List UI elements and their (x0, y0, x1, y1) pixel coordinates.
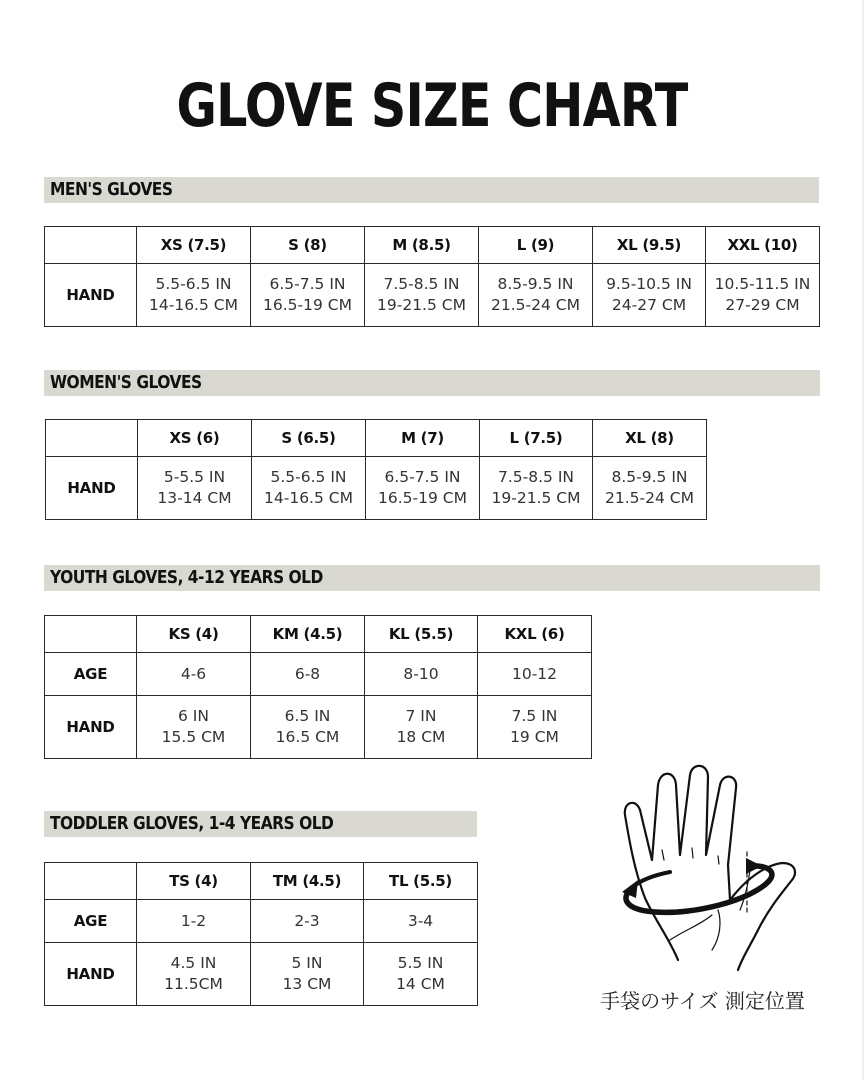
hand-measurement-cell (480, 457, 593, 520)
inches-value: 5.5 IN (397, 954, 444, 972)
hand-row-label: HAND (45, 943, 137, 1006)
hand-measurement-cell (137, 943, 251, 1006)
size-header: XS (7.5) (137, 227, 251, 264)
youth-size-table (44, 615, 592, 759)
size-header: KS (4) (137, 616, 251, 653)
corner-cell (46, 420, 138, 457)
age-cell: 10-12 (478, 653, 592, 696)
age-cell: 8-10 (365, 653, 478, 696)
hand-measurement-cell (593, 457, 707, 520)
hand-measurement-cell (366, 457, 480, 520)
age-cell: 2-3 (251, 900, 364, 943)
cm-value: 14 CM (396, 975, 445, 993)
mens-size-table (44, 226, 820, 327)
age-cell: 6-8 (251, 653, 365, 696)
size-header: M (8.5) (365, 227, 479, 264)
inches-value: 9.5-10.5 IN (606, 275, 692, 293)
cm-value: 16.5 CM (275, 728, 340, 746)
size-header: S (8) (251, 227, 365, 264)
inches-value: 6.5 IN (284, 707, 331, 725)
inches-value: 7 IN (405, 707, 437, 725)
age-row-label: AGE (45, 900, 137, 943)
age-cell: 4-6 (137, 653, 251, 696)
inches-value: 5.5-6.5 IN (155, 275, 232, 293)
size-header: KL (5.5) (365, 616, 478, 653)
youth-section-heading: YOUTH GLOVES, 4-12 YEARS OLD (50, 567, 323, 588)
size-header: XL (8) (593, 420, 707, 457)
age-row-label: AGE (45, 653, 137, 696)
hand-measure-icon (600, 760, 810, 975)
size-header: KM (4.5) (251, 616, 365, 653)
hand-figure-caption: 手袋のサイズ 測定位置 (600, 989, 805, 1013)
mens-section-heading: MEN'S GLOVES (50, 179, 173, 200)
corner-cell (45, 863, 137, 900)
hand-measurement-cell (364, 943, 478, 1006)
cm-value: 11.5CM (164, 975, 223, 993)
hand-row-label: HAND (45, 696, 137, 759)
inches-value: 7.5-8.5 IN (498, 468, 574, 486)
cm-value: 24-27 CM (611, 296, 687, 314)
size-header: KXL (6) (478, 616, 592, 653)
cm-value: 19-21.5 CM (377, 296, 466, 314)
cm-value: 13 CM (282, 975, 332, 993)
size-header: S (6.5) (252, 420, 366, 457)
cm-value: 13-14 CM (157, 489, 232, 507)
inches-value: 8.5-9.5 IN (611, 468, 688, 486)
mens-section-band (44, 177, 819, 203)
size-header: XXL (10) (706, 227, 820, 264)
inches-value: 7.5-8.5 IN (383, 275, 460, 293)
inches-value: 7.5 IN (511, 707, 558, 725)
youth-section-band (44, 565, 820, 591)
womens-section-band (44, 370, 820, 396)
size-header: TS (4) (137, 863, 251, 900)
size-header: L (9) (479, 227, 593, 264)
inches-value: 10.5-11.5 IN (714, 275, 811, 293)
hand-measurement-cell (137, 264, 251, 327)
inches-value: 5.5-6.5 IN (270, 468, 347, 486)
hand-measurement-cell (479, 264, 593, 327)
toddler-section-band (44, 811, 477, 837)
cm-value: 27-29 CM (725, 296, 800, 314)
hand-measurement-cell (593, 264, 706, 327)
hand-measurement-cell (251, 696, 365, 759)
hand-measurement-cell (251, 264, 365, 327)
hand-measurement-cell (252, 457, 366, 520)
toddler-size-table (44, 862, 478, 1006)
hand-row-label: HAND (45, 264, 137, 327)
cm-value: 16.5-19 CM (378, 489, 467, 507)
hand-measurement-cell (478, 696, 592, 759)
womens-section-heading: WOMEN'S GLOVES (50, 372, 202, 393)
cm-value: 18 CM (396, 728, 446, 746)
cm-value: 14-16.5 CM (149, 296, 238, 314)
hand-measurement-cell (138, 457, 252, 520)
cm-value: 21.5-24 CM (491, 296, 580, 314)
size-header: TM (4.5) (251, 863, 364, 900)
womens-size-table (45, 419, 707, 520)
size-header: L (7.5) (480, 420, 593, 457)
inches-value: 6 IN (178, 707, 209, 725)
age-cell: 1-2 (137, 900, 251, 943)
inches-value: 6.5-7.5 IN (269, 275, 346, 293)
hand-measurement-cell (365, 696, 478, 759)
size-header: XL (9.5) (593, 227, 706, 264)
cm-value: 19-21.5 CM (491, 489, 581, 507)
hand-measurement-cell (706, 264, 820, 327)
cm-value: 16.5-19 CM (263, 296, 352, 314)
size-header: TL (5.5) (364, 863, 478, 900)
age-cell: 3-4 (364, 900, 478, 943)
hand-measurement-cell (137, 696, 251, 759)
cm-value: 15.5 CM (161, 728, 226, 746)
inches-value: 4.5 IN (170, 954, 217, 972)
size-header: M (7) (366, 420, 480, 457)
toddler-section-heading: TODDLER GLOVES, 1-4 YEARS OLD (50, 813, 334, 834)
page-title: GLOVE SIZE CHART (176, 71, 688, 141)
size-header: XS (6) (138, 420, 252, 457)
inches-value: 5-5.5 IN (163, 468, 226, 486)
inches-value: 6.5-7.5 IN (384, 468, 461, 486)
hand-row-label: HAND (46, 457, 138, 520)
inches-value: 8.5-9.5 IN (497, 275, 574, 293)
cm-value: 21.5-24 CM (605, 489, 694, 507)
hand-measurement-cell (365, 264, 479, 327)
cm-value: 14-16.5 CM (264, 489, 353, 507)
cm-value: 19 CM (510, 728, 559, 746)
corner-cell (45, 227, 137, 264)
hand-measurement-cell (251, 943, 364, 1006)
corner-cell (45, 616, 137, 653)
inches-value: 5 IN (291, 954, 323, 972)
